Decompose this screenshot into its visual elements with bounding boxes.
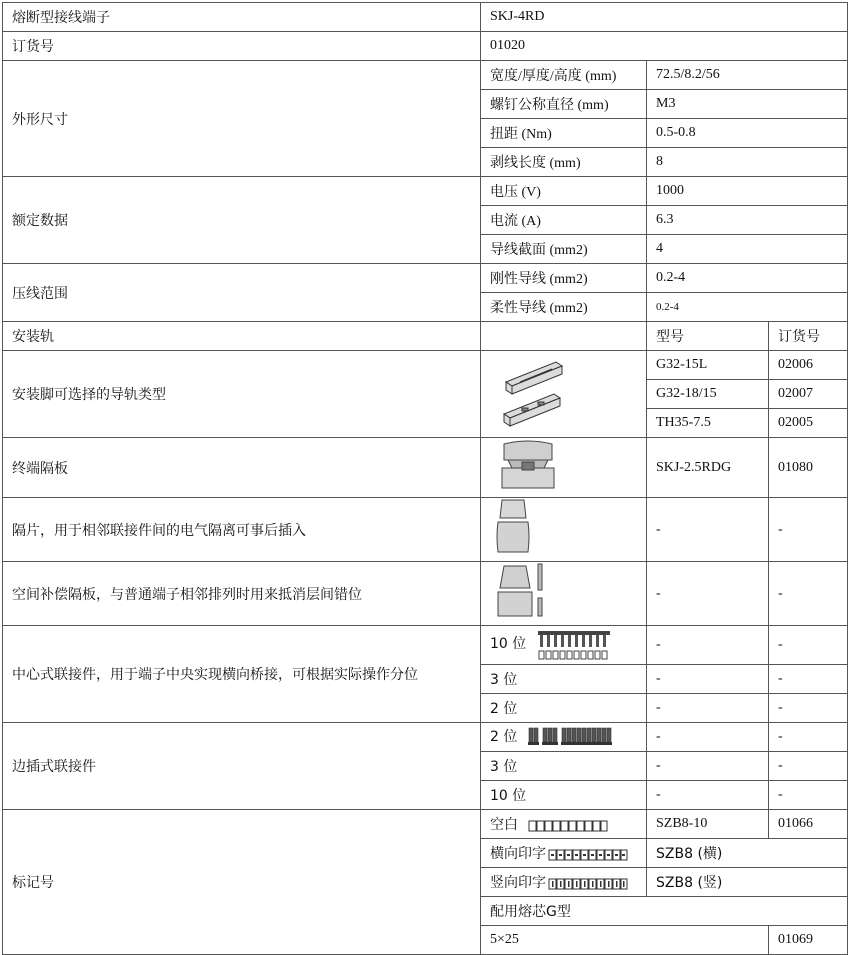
rail-model: G32-15L (647, 351, 769, 380)
table-row (3, 264, 848, 293)
table-row (3, 810, 848, 839)
end-plate-image-cell (481, 438, 647, 498)
rail-model: G32-18/15 (647, 380, 769, 409)
spec-value: 1000 (647, 177, 848, 206)
table-row (3, 562, 848, 626)
mounting-rail-label: 安装轨 (3, 322, 481, 351)
table-row (3, 626, 848, 665)
marker-model: SZB8-10 (647, 810, 769, 839)
rail-types-label: 安装脚可选择的导轨类型 (3, 351, 481, 438)
table-row (3, 498, 848, 562)
bridge-model: - (647, 781, 769, 810)
din-rail-icon (500, 356, 580, 428)
column-header-order: 订货号 (769, 322, 848, 351)
spec-name: 扭距 (Nm) (481, 119, 647, 148)
marker-vertical-cell (481, 868, 647, 897)
bridge-order: - (769, 626, 848, 665)
rail-model: TH35-7.5 (647, 409, 769, 438)
separator-image-cell (481, 498, 647, 562)
empty-cell (481, 322, 647, 351)
table-row (3, 351, 848, 380)
marker-type: 横向印字 (490, 846, 546, 862)
product-name-label: 熔断型接线端子 (3, 3, 481, 32)
spacer-image-cell (481, 562, 647, 626)
dimensions-label: 外形尺寸 (3, 61, 481, 177)
marker-strip-horizontal-icon (548, 848, 628, 862)
spec-value: 0.2-4 (647, 293, 848, 322)
product-model-value: SKJ-4RD (481, 3, 848, 32)
spec-name: 螺钉公称直径 (mm) (481, 90, 647, 119)
marker-blank-cell (481, 810, 647, 839)
rated-data-label: 额定数据 (3, 177, 481, 264)
spec-value: 0.2-4 (647, 264, 848, 293)
table-row (3, 438, 848, 498)
marker-type: 竖向印字 (490, 875, 546, 891)
center-bridge-icon (536, 629, 612, 661)
separator-plate-icon (494, 498, 534, 556)
end-plate-order: 01080 (769, 438, 848, 498)
end-plate-label: 终端隔板 (3, 438, 481, 498)
marker-horizontal-cell (481, 839, 647, 868)
bridge-model: - (647, 665, 769, 694)
side-bridge-label: 边插式联接件 (3, 723, 481, 810)
spec-name: 电流 (A) (481, 206, 647, 235)
side-bridge-position-cell (481, 723, 647, 752)
end-plate-model: SKJ-2.5RDG (647, 438, 769, 498)
table-row (3, 177, 848, 206)
marker-strip-vertical-icon (548, 877, 628, 891)
bridge-model: - (647, 723, 769, 752)
table-row (3, 61, 848, 90)
spec-name: 刚性导线 (mm2) (481, 264, 647, 293)
table-row (3, 723, 848, 752)
spacer-label: 空间补偿隔板，与普通端子相邻排列时用来抵消层间错位 (3, 562, 481, 626)
table-row (3, 32, 848, 61)
spec-value: 72.5/8.2/56 (647, 61, 848, 90)
center-bridge-position-cell (481, 626, 647, 665)
bridge-position: 10 位 (481, 781, 647, 810)
rail-image-cell (481, 351, 647, 438)
spec-name: 剥线长度 (mm) (481, 148, 647, 177)
bridge-order: - (769, 723, 848, 752)
spacer-order: - (769, 562, 848, 626)
spec-name: 宽度/厚度/高度 (mm) (481, 61, 647, 90)
center-bridge-label: 中心式联接件，用于端子中央实现横向桥接，可根据实际操作分位 (3, 626, 481, 723)
table-row (3, 3, 848, 32)
separator-model: - (647, 498, 769, 562)
fuse-order: 01069 (769, 926, 848, 955)
spacer-plate-icon (494, 562, 550, 620)
separator-order: - (769, 498, 848, 562)
bridge-order: - (769, 752, 848, 781)
spec-value: 6.3 (647, 206, 848, 235)
marker-label: 标记号 (3, 810, 481, 955)
bridge-model: - (647, 626, 769, 665)
end-plate-icon (498, 438, 558, 492)
bridge-position: 2 位 (481, 694, 647, 723)
spec-name: 柔性导线 (mm2) (481, 293, 647, 322)
table-row (3, 322, 848, 351)
spec-value: 4 (647, 235, 848, 264)
bridge-position: 2 位 (490, 728, 518, 745)
rail-order: 02007 (769, 380, 848, 409)
bridge-model: - (647, 694, 769, 723)
marker-model: SZB8 (竖) (647, 868, 848, 897)
rail-order: 02006 (769, 351, 848, 380)
spec-name: 导线截面 (mm2) (481, 235, 647, 264)
spec-value: 8 (647, 148, 848, 177)
fuse-size: 5×25 (481, 926, 769, 955)
bridge-order: - (769, 694, 848, 723)
crimp-range-label: 压线范围 (3, 264, 481, 322)
marker-order: 01066 (769, 810, 848, 839)
bridge-position: 10 位 (490, 636, 527, 653)
column-header-model: 型号 (647, 322, 769, 351)
spec-value: M3 (647, 90, 848, 119)
spacer-model: - (647, 562, 769, 626)
marker-model: SZB8 (横) (647, 839, 848, 868)
bridge-order: - (769, 665, 848, 694)
bridge-order: - (769, 781, 848, 810)
marker-strip-blank-icon (528, 819, 608, 833)
marker-type: 空白 (490, 817, 518, 833)
bridge-model: - (647, 752, 769, 781)
spec-table (2, 2, 848, 955)
fuse-label: 配用熔芯G型 (481, 897, 848, 926)
bridge-position: 3 位 (481, 752, 647, 781)
rail-order: 02005 (769, 409, 848, 438)
spec-name: 电压 (V) (481, 177, 647, 206)
separator-label: 隔片，用于相邻联接件间的电气隔离可事后插入 (3, 498, 481, 562)
order-number-label: 订货号 (3, 32, 481, 61)
order-number-value: 01020 (481, 32, 848, 61)
spec-value: 0.5-0.8 (647, 119, 848, 148)
side-bridge-icon (527, 726, 619, 748)
bridge-position: 3 位 (481, 665, 647, 694)
